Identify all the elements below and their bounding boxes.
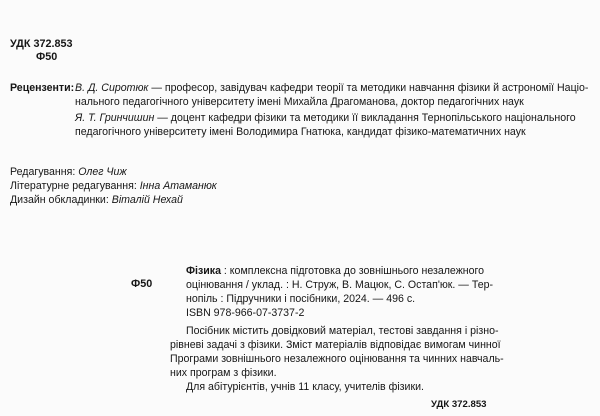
catalog-line-3: нопіль : Підручники і посібники, 2024. — 496 с. (186, 293, 416, 305)
credit-cover-design (10, 193, 217, 207)
credit-literary-editing-label: Літературне редагування: (10, 180, 137, 192)
description-line-4: них програм з фізики. (170, 367, 277, 379)
catalog-description (170, 324, 504, 394)
catalog-code: Ф50 (36, 51, 58, 63)
description-line-3: Програми зовнішнього незалежного оцінювання та чинних навчаль- (170, 353, 504, 365)
reviewer-1 (75, 81, 588, 109)
catalog-line-1-text: : комплексна підготовка до зовнішнього незалежного (220, 265, 485, 277)
reviewer-2-line-1 (75, 111, 576, 125)
reviewer-2-line-2: педагогічного університету імені Володимира Гнатюка, кандидат фізико-математичних наук (75, 126, 526, 138)
reviewer-1-text: — професор, завідувач кафедри теорії та методики навчання фізики й астрономії Націо- (148, 82, 589, 94)
reviewers-label: Рецензенти: (10, 82, 75, 94)
catalog-line-2: оцінювання / уклад. : Н. Струж, В. Мацюк, С. Остап'юк. — Тер- (186, 279, 494, 291)
reviewer-1-line-2: нального педагогічного університету імені Михайла Драгоманова, доктор педагогічних наук (75, 96, 524, 108)
credit-editing (10, 165, 217, 179)
udk-bottom: УДК 372.853 (431, 399, 487, 410)
credit-editing-value: Олег Чиж (78, 166, 127, 178)
credit-cover-design-label: Дизайн обкладинки: (10, 194, 109, 206)
credit-literary-editing-value: Інна Атаманюк (139, 180, 217, 192)
catalog-isbn: ISBN 978-966-07-3737-2 (186, 307, 305, 319)
udk-code: УДК 372.853 (10, 38, 73, 50)
reviewer-2 (75, 111, 576, 139)
description-line-1: Посібник містить довідковий матеріал, тестові завдання і різно- (186, 325, 499, 337)
credit-editing-label: Редагування: (10, 166, 76, 178)
reviewer-1-name: В. Д. Сиротюк (75, 82, 149, 94)
credits (10, 165, 217, 207)
credit-cover-design-value: Віталій Нехай (111, 194, 183, 206)
description-line-2: рівневі задачі з фізики. Зміст матеріалів відповідає вимогам чинної (170, 339, 501, 351)
reviewer-2-text: — доцент кафедри фізики та методики її викладання Тернопільського національного (154, 112, 576, 124)
catalog-line-1 (186, 264, 493, 278)
audience-line: Для абітурієнтів, учнів 11 класу, учителів фізики. (186, 381, 424, 393)
credit-literary-editing (10, 179, 217, 193)
reviewer-2-name: Я. Т. Гринчишин (75, 112, 155, 124)
catalog-entry (186, 264, 493, 320)
catalog-entry-code: Ф50 (131, 278, 153, 290)
reviewer-1-line-1 (75, 81, 588, 95)
catalog-title: Фізика (186, 265, 221, 277)
